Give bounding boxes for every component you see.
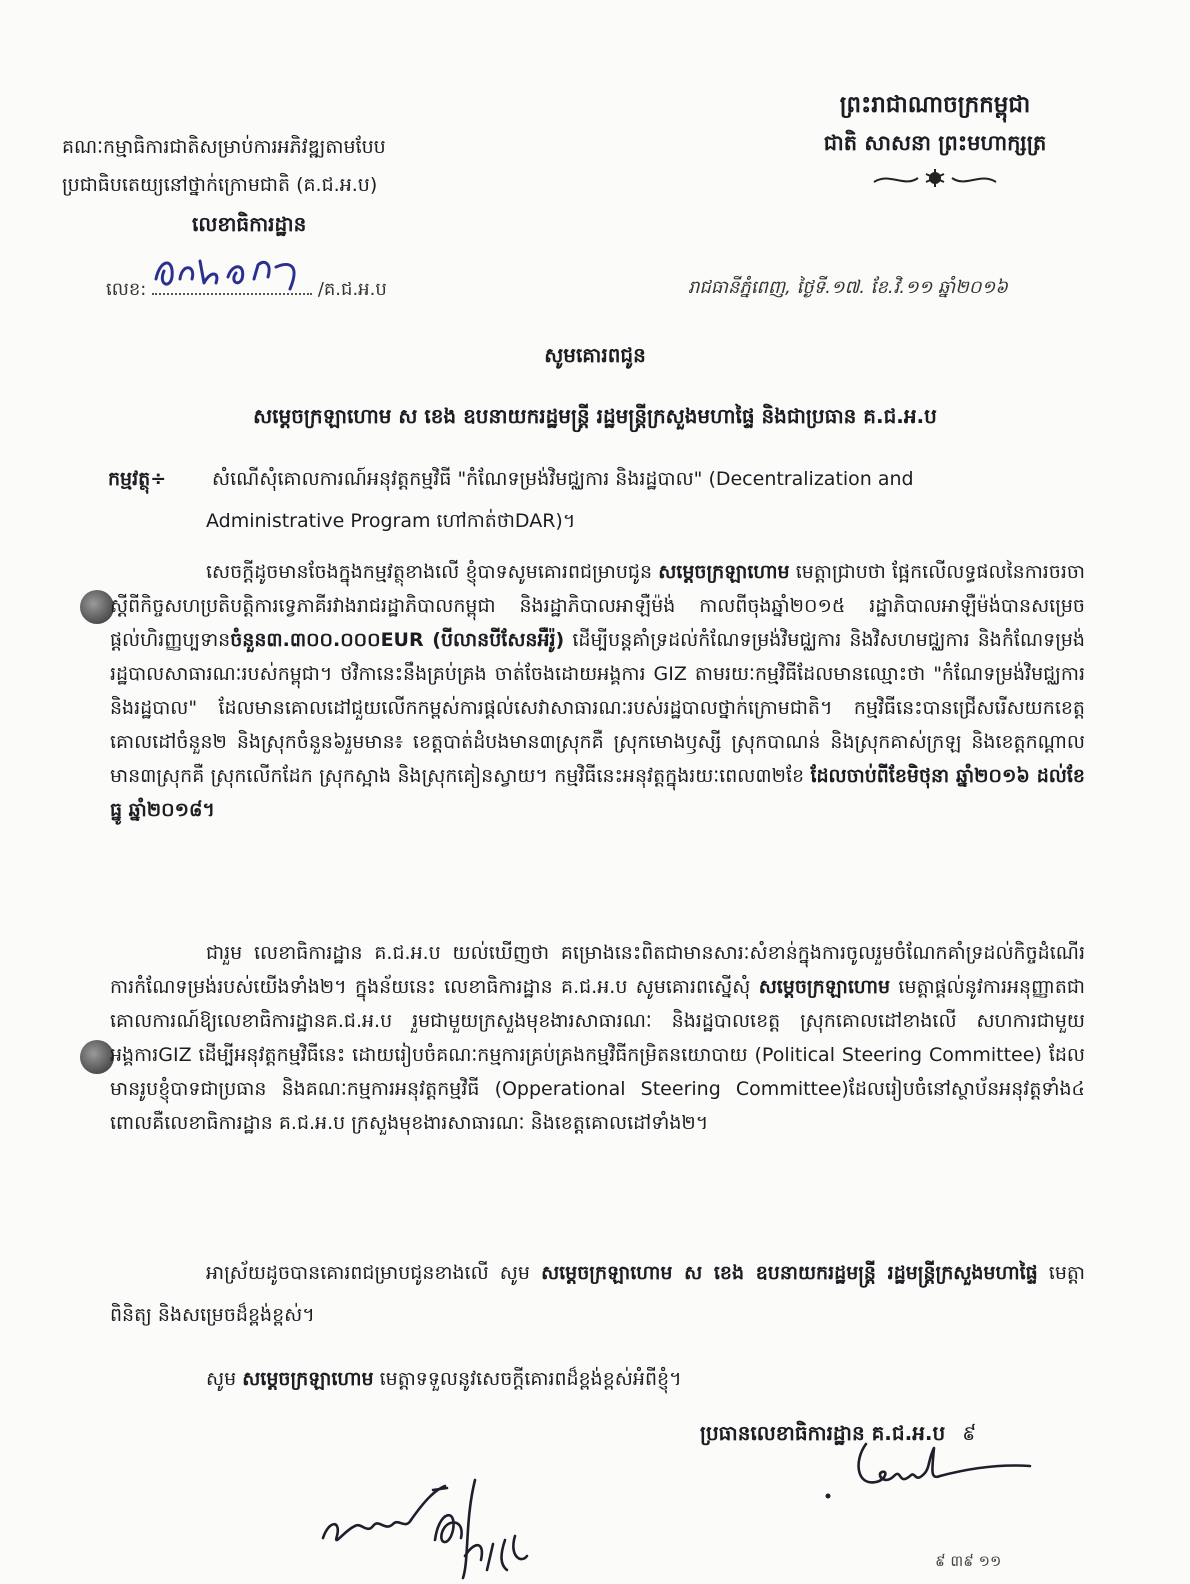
subject-line2: Administrative Program ហៅកាត់ថាDAR)។ (206, 510, 576, 532)
body-paragraph-2 (110, 936, 1085, 1140)
committee-name-line1: គណៈកម្មាធិការជាតិសម្រាប់ការអភិវឌ្ឍតាមបែប (62, 136, 386, 158)
kingdom-header (770, 88, 1100, 194)
reference-suffix: /គ.ជ.អ.ប (317, 279, 387, 300)
ministry-header (62, 128, 502, 244)
signatory-mark: ៩ (962, 1421, 977, 1445)
reference-label: លេខ: (106, 279, 147, 300)
committee-name-line2: ប្រជាធិបតេយ្យនៅថ្នាក់ក្រោមជាតិ (គ.ជ.អ.ប) (62, 174, 378, 196)
para3-bold-1: សម្តេចក្រឡាហោម ស ខេង ឧបនាយករដ្ឋមន្ត្រី រដ្ឋមន្ត្រីក្រសួងមហាផ្ទៃ (541, 1262, 1038, 1284)
salutation: សូមគោរពជូន (544, 343, 646, 367)
date-line: រាជធានីភ្នំពេញ, ថ្ងៃទី.១៧. ខែ.វិ.១១ ឆ្នាំ២០១៦ (688, 277, 1008, 298)
margin-note: ៩ ៣៩ ១១ (935, 1552, 1002, 1570)
secretariat-label: លេខាធិការដ្ឋាន (192, 212, 307, 236)
punch-hole-bottom (80, 1040, 114, 1074)
reference-number (106, 275, 387, 304)
closing-paragraph (110, 1362, 1085, 1396)
subject-label: កម្មវត្ថុ÷ (108, 468, 167, 490)
subject-block (108, 458, 1088, 542)
para1-bold-amount: ចំនួន៣.៣០០.០០០EUR (បីលានបីសែនអឺរ៉ូ) (230, 629, 565, 651)
para2-text-2: មេត្តាផ្តល់នូវការអនុញ្ញាតជាគោលការណ៍ឱ្យលេខាធិការដ្ឋានគ.ជ.អ.ប រួមជាមួយក្រសួងមុខងារសាធារណៈ និងរដ្ឋបាលខេត្ត ស្រុកគោលដៅខាងលើ សហការជាមួយ អង្គការGIZ ដើម្បីអនុវត្តកម្មវិធីនេះ ដោយរៀបចំគណៈកម្មការគ្រប់គ្រងកម្មវិធីកម្រិតនយោបាយ (Political Steering Committee) ដែលមានរូបខ្ញុំបាទជាប្រធាន និងគណៈកម្មការអនុវត្តកម្មវិធី (Opperational Steering Committee)ដែលរៀបចំនៅស្ថាប័នអនុវត្តទាំង៤ ពោលគឺលេខាធិការដ្ឋាន គ.ជ.អ.ប ក្រសួងមុខងារសាធារណៈ និងខេត្តគោលដៅទាំង២។ (110, 976, 1085, 1134)
ornament-icon (870, 166, 1000, 190)
reference-handwritten-number (152, 275, 312, 295)
signature-icon (820, 1430, 1040, 1510)
kingdom-title: ព្រះរាជាណាចក្រកម្ពុជា (839, 92, 1031, 118)
para2-text-1: ជារួម លេខាធិការដ្ឋាន គ.ជ.អ.ប យល់ឃើញថា គម្រោងនេះពិតជាមានសារៈសំខាន់ក្នុងការចូលរួមចំណែកគាំទ្រដល់កិច្ចដំណើរការកំណែទម្រង់របស់យើងទាំង២។ ក្នុងន័យនេះ លេខាធិការដ្ឋាន គ.ជ.អ.ប សូមគោរពស្នើសុំ (110, 942, 1085, 998)
handwritten-initials-icon (315, 1460, 595, 1580)
punch-hole-top (80, 590, 114, 624)
para4-bold-1: សម្តេចក្រឡាហោម (242, 1368, 374, 1390)
para4-text-2: មេត្តាទទួលនូវសេចក្តីគោរពដ៏ខ្ពង់ខ្ពស់អំពីខ្ញុំ។ (373, 1368, 682, 1390)
handwritten-number-icon (150, 249, 320, 297)
addressee: សម្តេចក្រឡាហោម ស ខេង ឧបនាយករដ្ឋមន្ត្រី រដ្ឋមន្ត្រីក្រសួងមហាផ្ទៃ និងជាប្រធាន គ.ជ.អ.ប (253, 404, 937, 428)
kingdom-motto: ជាតិ សាសនា ព្រះមហាក្សត្រ (823, 131, 1047, 155)
para3-text-1: អាស្រ័យដូចបានគោរពជម្រាបជូនខាងលើ សូម (206, 1262, 542, 1284)
subject-line1: សំណើសុំគោលការណ៍អនុវត្តកម្មវិធី "កំណែទម្រង់វិមជ្ឈការ និងរដ្ឋបាល" (Decentralization and (212, 468, 914, 490)
signatory-title-text: ប្រធានលេខាធិការដ្ឋាន គ.ជ.អ.ប (700, 1421, 946, 1445)
para3-text-2: មេត្តាពិនិត្យ និងសម្រេចដ៏ខ្ពង់ខ្ពស់។ (110, 1262, 1085, 1326)
body-paragraph-3 (110, 1252, 1085, 1336)
para4-text-1: សូម (206, 1368, 243, 1390)
para1-text-2: មេត្តាជ្រាបថា ផ្អែកលើលទ្ធផលនៃការចរចាស្តីពីកិច្ចសហប្រតិបត្តិការទ្វេភាគីរវាងរាជរដ្ឋាភិបាលកម្ពុជា និងរដ្ឋាភិបាលអាឡឺម៉ង់ កាលពីចុងឆ្នាំ២០១៥ រដ្ឋាភិបាលអាឡឺម៉ង់បានសម្រេចផ្តល់ហិរញ្ញប្បទាន (110, 561, 1085, 651)
para1-bold-period: ដែលចាប់ពីខែមិថុនា ឆ្នាំ២០១៦ ដល់ខែធ្នូ ឆ្នាំ២០១៨។ (110, 765, 1085, 821)
para1-text-1: សេចក្តីដូចមានចែងក្នុងកម្មវត្ថុខាងលើ ខ្ញុំបាទសូមគោរពជម្រាបជូន (206, 561, 659, 583)
para2-bold-1: សម្តេចក្រឡាហោម (758, 976, 891, 998)
para1-text-3: ដើម្បីបន្តគាំទ្រដល់កំណែទម្រង់វិមជ្ឈការ និងវិសហមជ្ឈការ និងកំណែទម្រង់រដ្ឋបាលសាធារណៈរបស់កម្ពុជា។ ថវិកានេះនឹងគ្រប់គ្រង ចាត់ចែងដោយអង្គការ GIZ តាមរយៈកម្មវិធីដែលមានឈ្មោះថា "កំណែទម្រង់វិមជ្ឈការ និងរដ្ឋបាល" ដែលមានគោលដៅជួយលើកកម្ពស់ការផ្តល់សេវាសាធារណៈរបស់រដ្ឋបាលថ្នាក់ក្រោមជាតិ។ កម្មវិធីនេះបានជ្រើសរើសយកខេត្តគោលដៅចំនួន២ និងស្រុកចំនួន៦រួមមាន៖ ខេត្តបាត់ដំបងមាន៣ស្រុកគឺ ស្រុកមោងឫស្សី ស្រុកបាណន់ និងស្រុកគាស់ក្រឡ និងខេត្តកណ្តាលមាន៣ស្រុកគឺ ស្រុកលើកដែក ស្រុកស្អាង និងស្រុកគៀនស្វាយ។ កម្មវិធីនេះអនុវត្តក្នុងរយៈពេល៣២ខែ (110, 629, 1085, 787)
para1-bold-1: សម្តេចក្រឡាហោម (658, 561, 790, 583)
body-paragraph-1 (110, 555, 1085, 827)
